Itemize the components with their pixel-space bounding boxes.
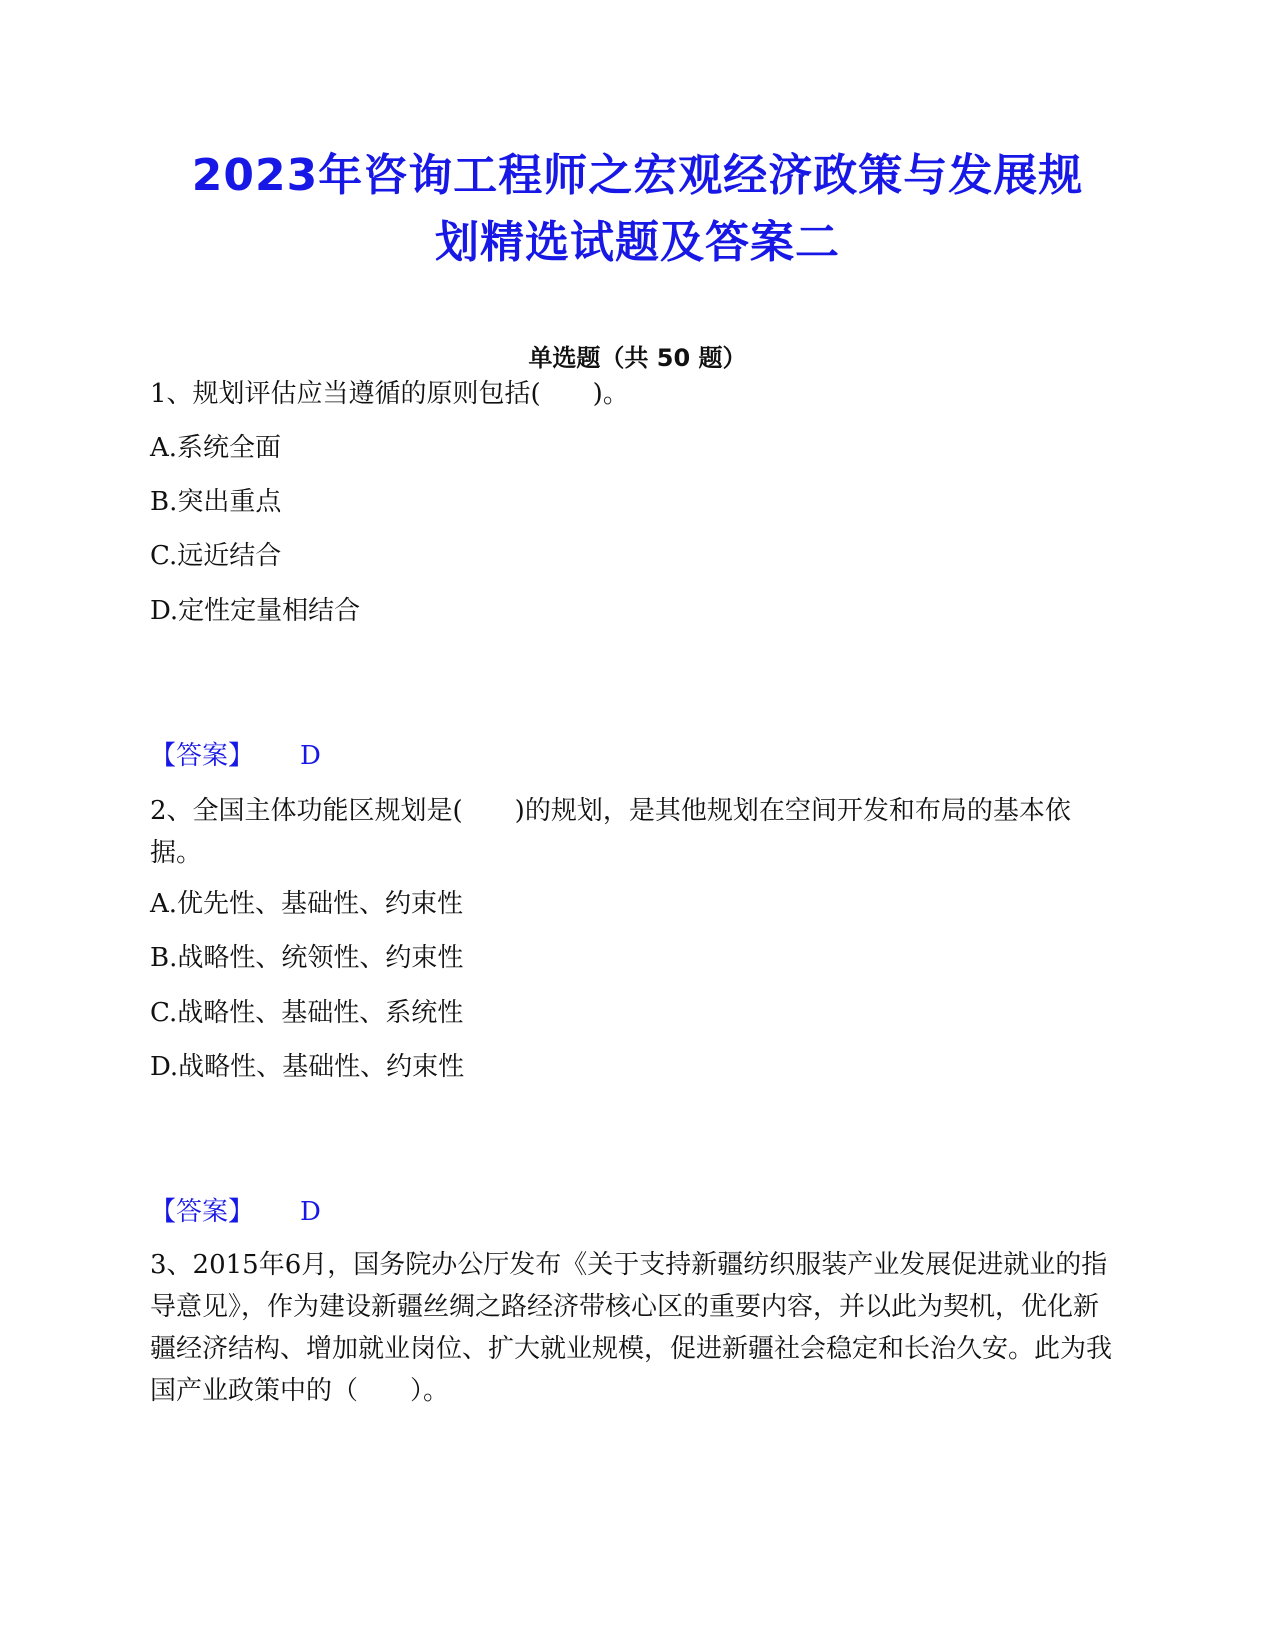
document-title-line-2: 划精选试题及答案二 <box>435 217 840 268</box>
question-3-stem: 3、2015年6月，国务院办公厅发布《关于支持新疆纺织服装产业发展促进就业的指导意见》，作为建设新疆丝绸之路经济带核心区的重要内容，并以此为契机，优化新疆经济结构、增加就业岗位、扩大就业规模，促进新疆社会稳定和长治久安。此为我国产业政策中的（ ）。 <box>150 1250 1113 1406</box>
question-1-option-c: C.远近结合 <box>150 541 282 571</box>
question-2-stem: 2、全国主体功能区规划是( )的规划，是其他规划在空间开发和布局的基本依据。 <box>150 796 1071 868</box>
question-1-option-d: D.定性定量相结合 <box>150 596 361 626</box>
question-1-option-a: A.系统全面 <box>150 433 282 463</box>
question-1-answer <box>150 736 321 776</box>
answer-value: D <box>300 1197 321 1227</box>
question-2-option-c: C.战略性、基础性、系统性 <box>150 998 464 1028</box>
question-2-option-b: B.战略性、统领性、约束性 <box>150 943 464 973</box>
answer-value: D <box>300 741 321 771</box>
answer-label: 【答案】 <box>150 1197 255 1227</box>
question-1-option-b: B.突出重点 <box>150 487 282 517</box>
question-2-option-a: A.优先性、基础性、约束性 <box>150 889 464 919</box>
question-2-answer <box>150 1192 321 1232</box>
question-1-stem: 1、规划评估应当遵循的原则包括( )。 <box>150 379 629 409</box>
question-2-option-d: D.战略性、基础性、约束性 <box>150 1052 465 1082</box>
section-heading: 单选题（共 50 题） <box>528 344 747 372</box>
document-title-line-1: 2023年咨询工程师之宏观经济政策与发展规 <box>191 150 1084 201</box>
answer-label: 【答案】 <box>150 741 255 771</box>
